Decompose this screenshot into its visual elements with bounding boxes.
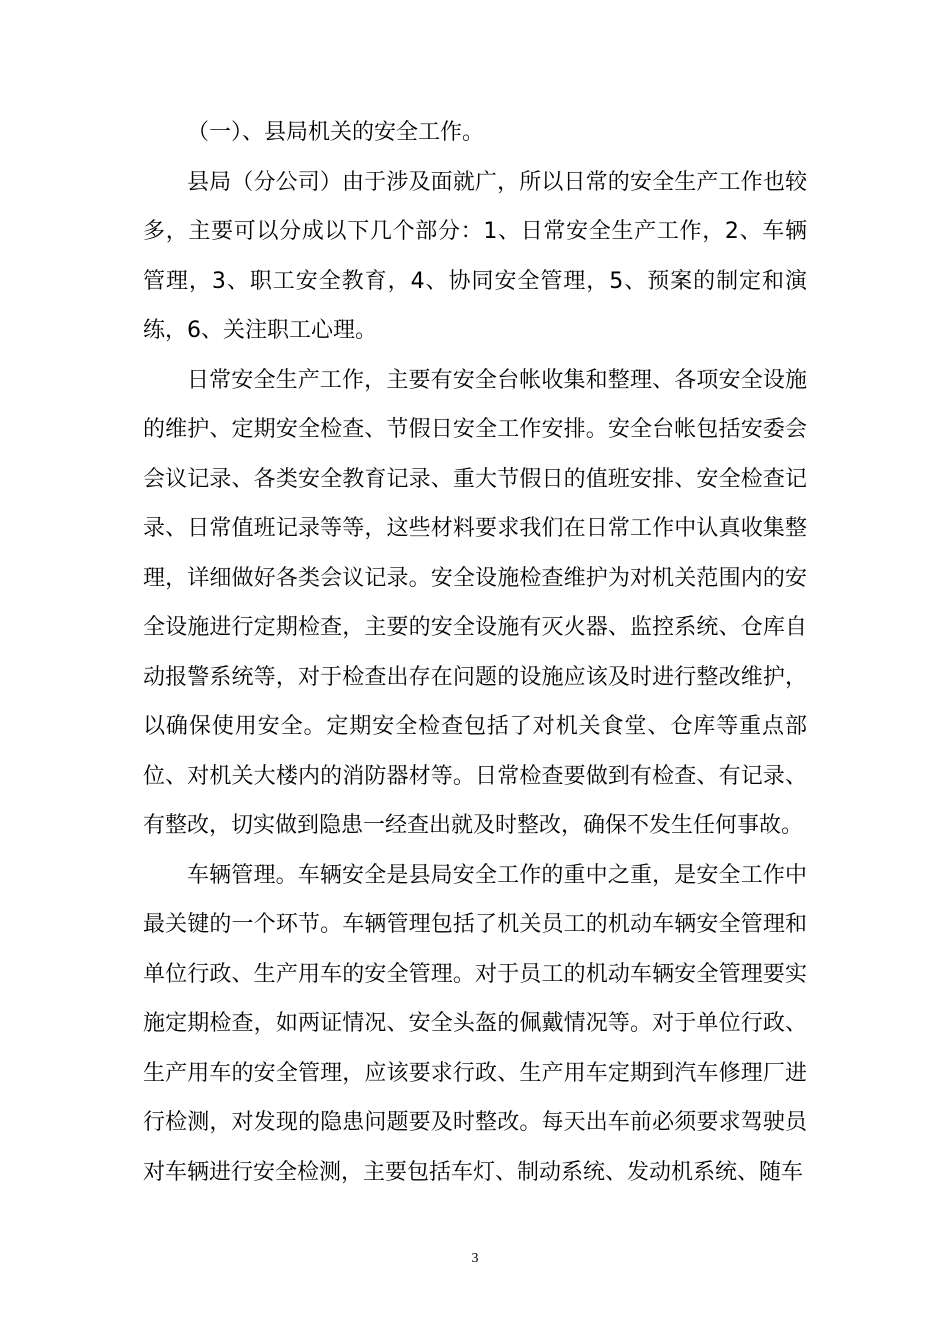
section-heading: （一）、县局机关的安全工作。 [187,120,485,145]
page-number: 3 [471,1251,479,1266]
paragraph-vehicle-management: 车辆管理。车辆安全是县局安全工作的重中之重，是安全工作中最关键的一个环节。车辆管理包括了机关员工的机动车辆安全管理和单位行政、生产用车的安全管理。对于员工的机动车辆安全管理要实施定期检查，如两证情况、安全头盔的佩戴情况等。对于单位行政、生产用车的安全管理，应该要求行政、生产用车定期到汽车修理厂进行检测，对发现的隐患问题要及时整改。每天出车前必须要求驾驶员对车辆进行安全检测，主要包括车灯、制动系统、发动机系统、随车 [143,862,807,1185]
paragraph-daily-safety: 日常安全生产工作，主要有安全台帐收集和整理、各项安全设施的维护、定期安全检查、节假日安全工作安排。安全台帐包括安委会会议记录、各类安全教育记录、重大节假日的值班安排、安全检查记录、日常值班记录等等，这些材料要求我们在日常工作中认真收集整理，详细做好各类会议记录。安全设施检查维护为对机关范围内的安全设施进行定期检查，主要的安全设施有灭火器、监控系统、仓库自动报警系统等，对于检查出存在问题的设施应该及时进行整改维护，以确保使用安全。定期安全检查包括了对机关食堂、仓库等重点部位、对机关大楼内的消防器材等。日常检查要做到有检查、有记录、有整改，切实做到隐患一经查出就及时整改，确保不发生任何事故。 [143,367,807,838]
document-body [143,108,807,1197]
paragraph-overview: 县局（分公司）由于涉及面就广，所以日常的安全生产工作也较多，主要可以分成以下几个部分：1、日常安全生产工作，2、车辆管理，3、职工安全教育，4、协同安全管理，5、预案的制定和演练，6、关注职工心理。 [143,169,807,343]
